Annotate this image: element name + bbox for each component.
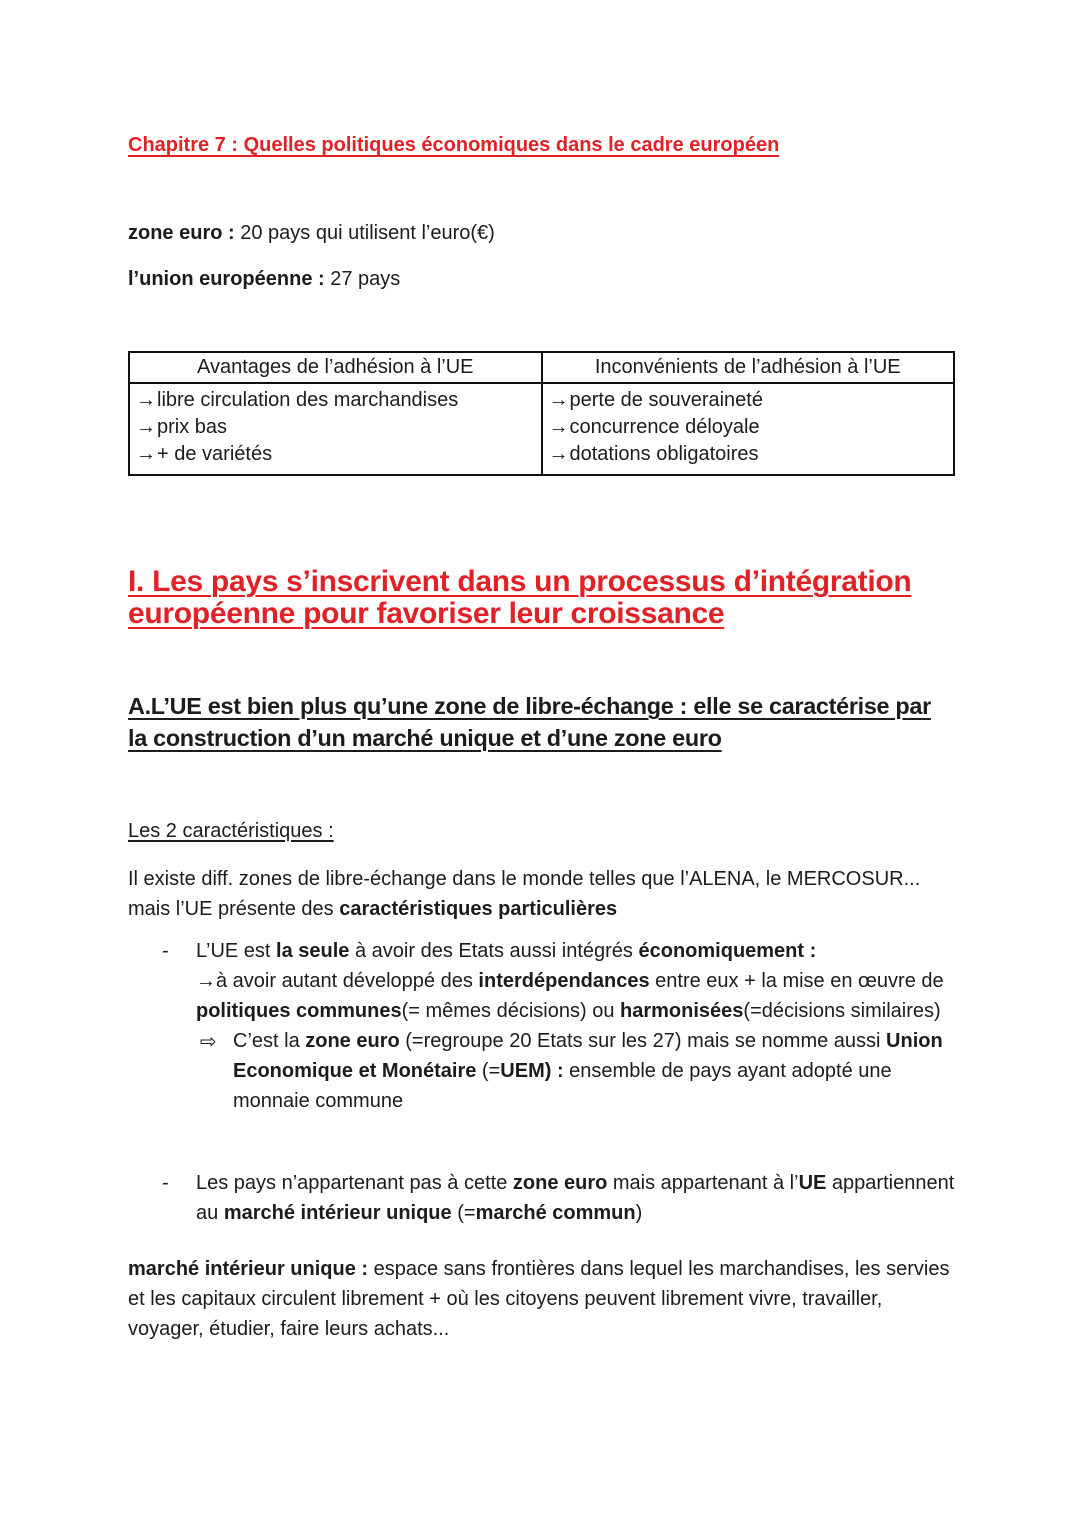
document-content: [128, 0, 955, 1344]
bullet-list: [128, 936, 955, 1228]
table-header-row: [129, 352, 954, 383]
subheading-caracteristiques: Les 2 caractéristiques :: [128, 820, 334, 842]
ue-pros-cons-table: [128, 351, 955, 476]
table-item-text: libre circulation des marchandises: [157, 389, 459, 411]
table-cell-advantages: [129, 383, 542, 475]
dash-bullet-icon: -: [162, 1172, 169, 1194]
list-item-line: Les pays n’appartenant pas à cette zone euro mais appartenant à l’UE appartiennent au marché intérieur unique (=marché commun): [196, 1172, 955, 1224]
right-arrow-icon: →: [548, 443, 569, 465]
list-item-line: C’est la zone euro (=regroupe 20 Etats sur les 27) mais se nomme aussi Union Economique et Monétaire (=UEM) : ensemble de pays ayant adopté une monnaie commune: [233, 1030, 943, 1112]
table-header-advantages: Avantages de l’adhésion à l’UE: [129, 352, 542, 383]
table-item-text: prix bas: [157, 416, 228, 438]
table-item: [136, 414, 535, 441]
table-item: [549, 414, 948, 441]
table-item: [549, 387, 948, 414]
table-header-disadvantages: Inconvénients de l’adhésion à l’UE: [542, 352, 955, 383]
table-item: [136, 441, 535, 468]
section-heading-I: I. Les pays s’inscrivent dans un processus d’intégration européenne pour favoriser leur croissance: [128, 565, 912, 630]
table-item-text: dotations obligatoires: [569, 443, 759, 465]
closing-definition-paragraph: marché intérieur unique : espace sans frontières dans lequel les marchandises, les servies et les capitaux circulent librement + où les citoyens peuvent librement vivre, travailler, voyager, étudier, faire leurs achats...: [128, 1258, 950, 1340]
table-item-text: concurrence déloyale: [569, 416, 760, 438]
chapter-title: Chapitre 7 : Quelles politiques économiques dans le cadre européen: [128, 134, 780, 156]
right-arrow-icon: →: [136, 389, 156, 411]
table-body-row: [129, 383, 954, 475]
list-item: [128, 936, 955, 1026]
table-item: [549, 441, 948, 468]
list-item-content: [196, 936, 955, 1026]
list-item-line: L’UE est la seule à avoir des Etats aussi intégrés économiquement :: [196, 940, 817, 962]
definition-zone-euro: zone euro : 20 pays qui utilisent l’euro(€): [128, 222, 495, 244]
list-item-content: [233, 1026, 955, 1116]
table-item-text: perte de souveraineté: [569, 389, 763, 411]
definition-union-europeenne: l’union européenne : 27 pays: [128, 268, 401, 290]
list-item-line: →à avoir autant développé des interdépendances entre eux + la mise en œuvre de politiques communes(= mêmes décisions) ou harmonisées(=décisions similaires): [196, 970, 944, 1022]
right-arrow-icon: →: [548, 416, 569, 438]
right-arrow-icon: →: [136, 443, 156, 465]
right-arrow-icon: →: [136, 416, 156, 438]
table-item-text: + de variétés: [157, 443, 273, 465]
intro-paragraph: Il existe diff. zones de libre-échange dans le monde telles que l’ALENA, le MERCOSUR... mais l’UE présente des caractéristiques particulières: [128, 868, 921, 920]
subsection-heading-A: A.L’UE est bien plus qu’une zone de libre-échange : elle se caractérise par la construction d’un marché unique et d’une zone euro: [128, 693, 931, 751]
right-arrow-icon: →: [548, 389, 569, 411]
table-item: [136, 387, 535, 414]
table-cell-disadvantages: [542, 383, 955, 475]
dash-bullet-icon: -: [162, 940, 169, 962]
white-right-arrow-icon: ⇨: [200, 1029, 217, 1053]
sub-list-item: [128, 1026, 955, 1116]
list-item: [128, 1168, 955, 1228]
list-item-content: [196, 1168, 955, 1228]
